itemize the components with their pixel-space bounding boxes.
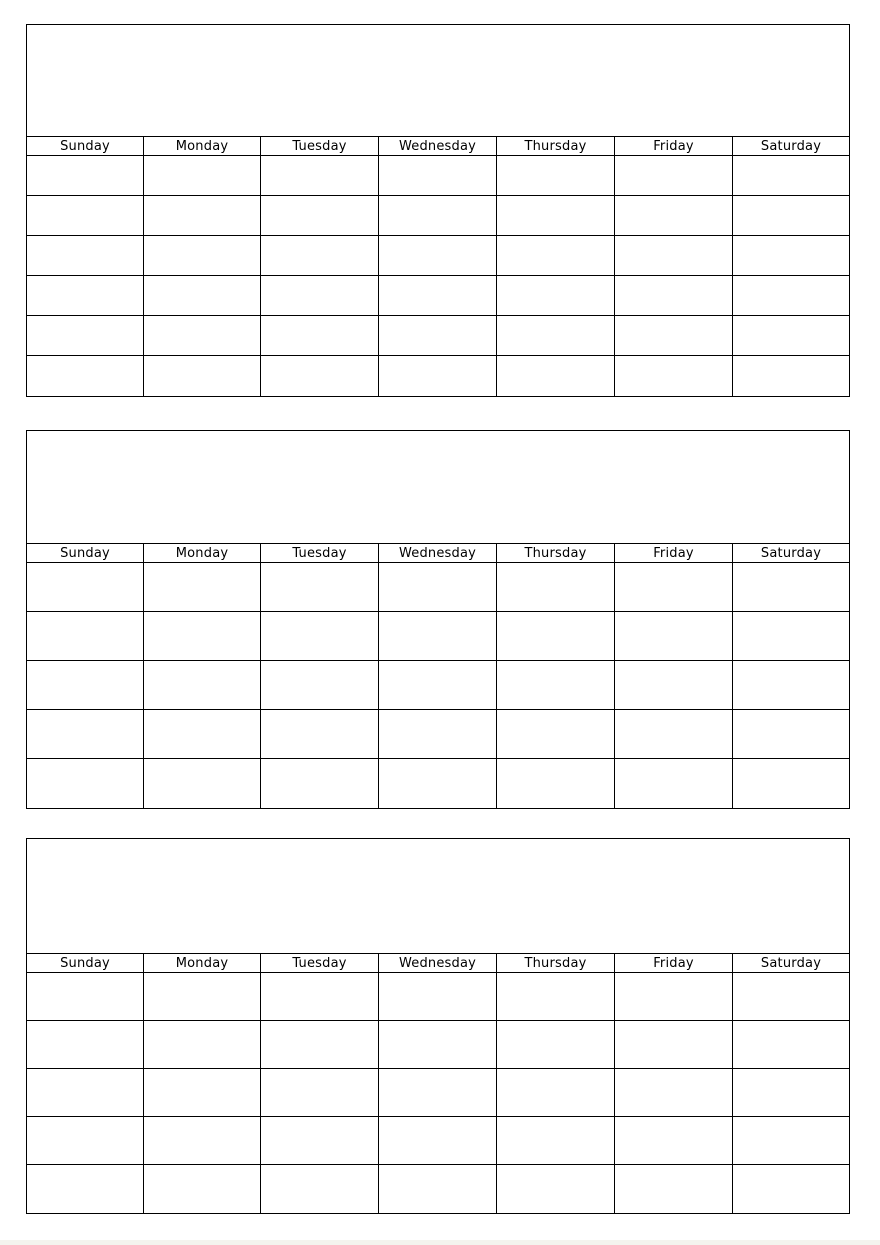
week-row <box>27 196 849 236</box>
weekday-saturday: Saturday <box>760 139 822 154</box>
week-row <box>27 1069 849 1117</box>
day-cell <box>733 612 849 660</box>
day-cell <box>27 973 144 1020</box>
day-cell <box>261 356 379 396</box>
day-cell <box>144 563 261 611</box>
weekday-monday: Monday <box>144 137 261 155</box>
weekday-wednesday: Wednesday <box>379 137 497 155</box>
weekday-thursday: Thursday <box>497 544 615 562</box>
day-cell <box>733 156 849 195</box>
day-cell <box>497 973 615 1020</box>
day-cell <box>733 1165 849 1213</box>
day-cell <box>27 1069 144 1116</box>
day-cell <box>379 973 497 1020</box>
day-cell <box>144 759 261 808</box>
day-cell <box>733 973 849 1020</box>
day-cell <box>261 316 379 355</box>
day-cell <box>379 759 497 808</box>
day-cell <box>144 316 261 355</box>
day-cell <box>733 236 849 275</box>
day-cell <box>261 196 379 235</box>
day-cell <box>497 316 615 355</box>
day-cell <box>379 236 497 275</box>
day-cell <box>497 563 615 611</box>
weekday-tuesday: Tuesday <box>261 544 379 562</box>
day-cell <box>144 356 261 396</box>
weekday-friday: Friday <box>615 544 733 562</box>
weekday-monday: Monday <box>144 544 261 562</box>
day-cell <box>615 973 733 1020</box>
day-cell <box>615 759 733 808</box>
weekday-thursday: Thursday <box>497 954 615 972</box>
day-cell <box>27 710 144 758</box>
day-cell <box>379 710 497 758</box>
month-title-area <box>27 839 849 954</box>
week-row <box>27 759 849 808</box>
day-cell <box>261 1069 379 1116</box>
day-cell <box>497 156 615 195</box>
day-cell <box>379 612 497 660</box>
week-row <box>27 236 849 276</box>
day-cell <box>261 156 379 195</box>
week-row <box>27 276 849 316</box>
day-cell <box>144 1117 261 1164</box>
day-cell <box>261 1117 379 1164</box>
day-cell <box>379 1069 497 1116</box>
weekday-tuesday: Tuesday <box>261 954 379 972</box>
day-cell <box>497 276 615 315</box>
day-cell <box>497 196 615 235</box>
day-cell <box>144 661 261 709</box>
day-cell <box>615 1069 733 1116</box>
day-cell <box>497 661 615 709</box>
day-cell <box>733 276 849 315</box>
day-cell <box>615 1117 733 1164</box>
week-row <box>27 156 849 196</box>
day-cell <box>733 710 849 758</box>
day-cell <box>27 236 144 275</box>
day-cell <box>615 1021 733 1068</box>
day-cell <box>497 1117 615 1164</box>
week-row <box>27 1117 849 1165</box>
day-cell <box>733 196 849 235</box>
day-cell <box>261 973 379 1020</box>
day-cell <box>27 563 144 611</box>
day-cell <box>261 236 379 275</box>
day-cell <box>733 1021 849 1068</box>
weekday-sunday: Sunday <box>27 137 144 155</box>
weekday-friday: Friday <box>615 954 733 972</box>
week-row <box>27 661 849 710</box>
day-cell <box>615 563 733 611</box>
weekday-friday: Friday <box>615 137 733 155</box>
week-row <box>27 1165 849 1213</box>
day-cell <box>27 1165 144 1213</box>
weekday-wednesday: Wednesday <box>379 544 497 562</box>
month-title-area <box>27 431 849 544</box>
week-row <box>27 563 849 612</box>
day-cell <box>379 1165 497 1213</box>
weekday-sunday: Sunday <box>27 954 144 972</box>
day-cell <box>379 1117 497 1164</box>
day-cell <box>497 356 615 396</box>
day-cell <box>261 661 379 709</box>
day-cell <box>27 316 144 355</box>
day-cell <box>144 710 261 758</box>
week-row <box>27 316 849 356</box>
day-cell <box>27 1021 144 1068</box>
day-cell <box>144 196 261 235</box>
page-bottom-edge <box>0 1240 880 1245</box>
week-rows <box>27 156 849 396</box>
day-cell <box>733 661 849 709</box>
calendar-2 <box>26 430 850 809</box>
day-cell <box>379 661 497 709</box>
week-row <box>27 710 849 759</box>
day-cell <box>615 156 733 195</box>
calendar-3 <box>26 838 850 1214</box>
week-row <box>27 612 849 661</box>
day-cell <box>733 316 849 355</box>
day-cell <box>27 276 144 315</box>
day-cell <box>615 661 733 709</box>
day-cell <box>497 236 615 275</box>
day-cell <box>27 661 144 709</box>
day-cell <box>261 1165 379 1213</box>
day-cell <box>615 316 733 355</box>
day-cell <box>733 563 849 611</box>
week-rows <box>27 973 849 1213</box>
day-cell <box>379 563 497 611</box>
weekday-header-row <box>27 544 849 563</box>
day-cell <box>27 612 144 660</box>
day-cell <box>379 196 497 235</box>
weekday-wednesday: Wednesday <box>379 954 497 972</box>
day-cell <box>497 612 615 660</box>
day-cell <box>497 1021 615 1068</box>
weekday-thursday: Thursday <box>497 137 615 155</box>
week-row <box>27 356 849 396</box>
weekday-sunday: Sunday <box>27 544 144 562</box>
day-cell <box>261 612 379 660</box>
day-cell <box>261 1021 379 1068</box>
day-cell <box>733 1117 849 1164</box>
week-row <box>27 1021 849 1069</box>
day-cell <box>261 563 379 611</box>
day-cell <box>497 710 615 758</box>
day-cell <box>144 1021 261 1068</box>
day-cell <box>144 973 261 1020</box>
day-cell <box>144 612 261 660</box>
day-cell <box>379 356 497 396</box>
weekday-header-row <box>27 137 849 156</box>
day-cell <box>261 276 379 315</box>
day-cell <box>615 236 733 275</box>
day-cell <box>615 356 733 396</box>
day-cell <box>144 236 261 275</box>
calendar-1 <box>26 24 850 397</box>
day-cell <box>261 759 379 808</box>
day-cell <box>144 1069 261 1116</box>
weekday-saturday: Saturday <box>760 956 822 971</box>
day-cell <box>27 196 144 235</box>
day-cell <box>144 156 261 195</box>
day-cell <box>27 759 144 808</box>
day-cell <box>615 710 733 758</box>
day-cell <box>733 356 849 396</box>
day-cell <box>733 1069 849 1116</box>
day-cell <box>615 196 733 235</box>
week-row <box>27 973 849 1021</box>
day-cell <box>27 156 144 195</box>
day-cell <box>379 1021 497 1068</box>
day-cell <box>27 356 144 396</box>
weekday-saturday: Saturday <box>760 546 822 561</box>
weekday-header-row <box>27 954 849 973</box>
day-cell <box>27 1117 144 1164</box>
day-cell <box>144 276 261 315</box>
day-cell <box>497 759 615 808</box>
month-title-area <box>27 25 849 137</box>
day-cell <box>261 710 379 758</box>
day-cell <box>379 276 497 315</box>
day-cell <box>497 1069 615 1116</box>
weekday-tuesday: Tuesday <box>261 137 379 155</box>
day-cell <box>379 316 497 355</box>
day-cell <box>733 759 849 808</box>
day-cell <box>615 612 733 660</box>
day-cell <box>379 156 497 195</box>
day-cell <box>144 1165 261 1213</box>
day-cell <box>615 276 733 315</box>
weekday-monday: Monday <box>144 954 261 972</box>
day-cell <box>497 1165 615 1213</box>
day-cell <box>615 1165 733 1213</box>
week-rows <box>27 563 849 808</box>
